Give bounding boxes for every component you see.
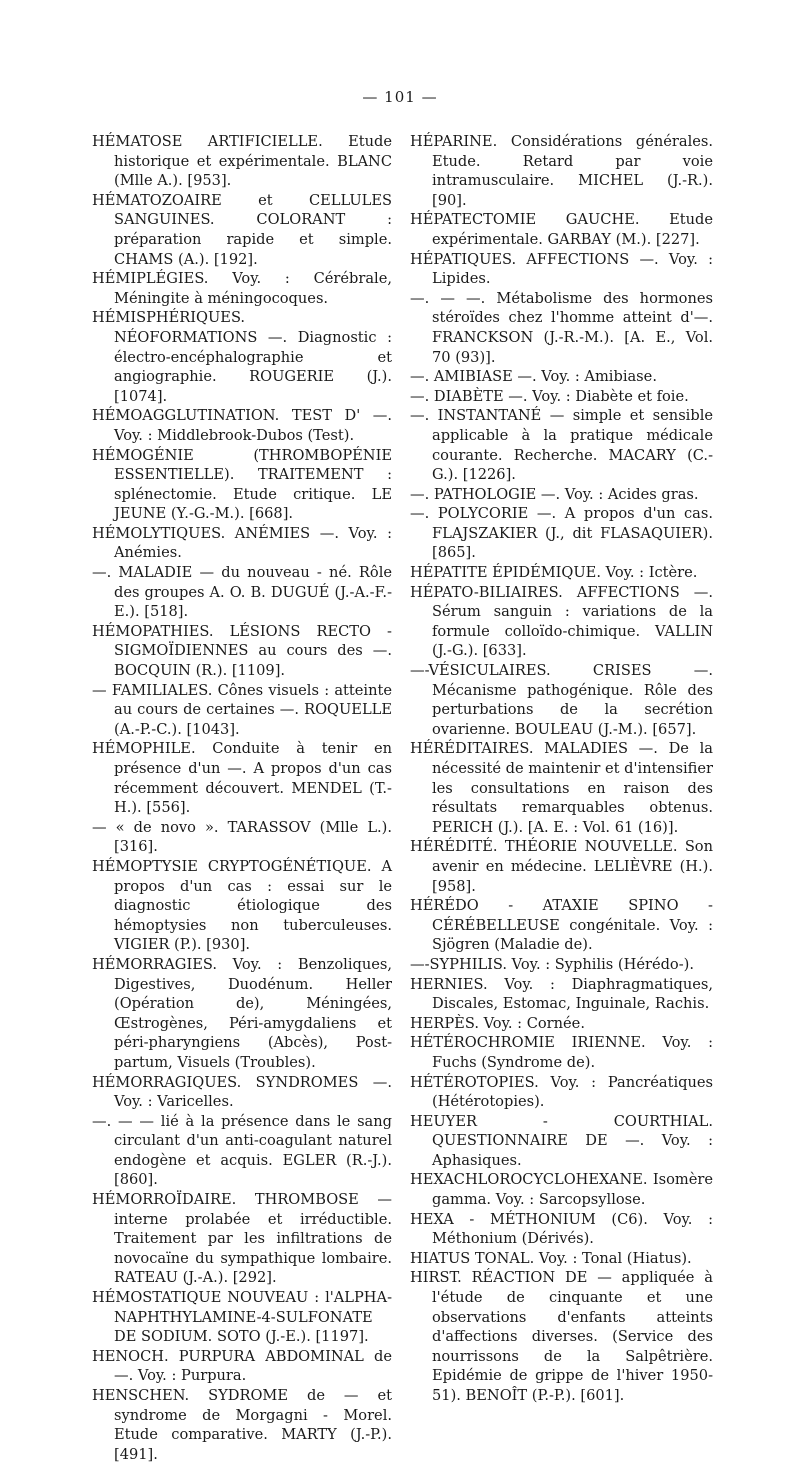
index-entry: HÉPATIQUES. AFFECTIONS —. Voy. : Lipides. — [410, 250, 713, 288]
index-entry: — « de novo ». TARASSOV (Mlle L.). [316]. — [92, 818, 392, 856]
index-entry: —. — —. Métabolisme des hormones stéroïdes chez l'homme atteint d'—. FRANCKSON (J.-R.-M.). [A. E., Vol. 70 (93)]. — [410, 289, 713, 366]
index-entry: HÉPARINE. Considérations générales. Etude. Retard par voie intramusculaire. MICHEL (J.-R.). [90]. — [410, 133, 713, 209]
index-column-right — [410, 132, 713, 1406]
index-entry: HÉRÉDO - ATAXIE SPINO - CÉRÉBELLEUSE congénitale. Voy. : Sjögren (Maladie de). — [410, 897, 713, 954]
index-entry: HÉMOPHILE. Conduite à tenir en présence d'un —. A propos d'un cas récemment découvert. MENDEL (T.-H.). [556]. — [92, 740, 392, 817]
index-entry: —-VÉSICULAIRES. CRISES —. Mécanisme pathogénique. Rôle des perturbations de la secrétion ovarienne. BOULEAU (J.-M.). [657]. — [410, 662, 713, 738]
index-entry: HÉPATITE ÉPIDÉMIQUE. Voy. : Ictère. — [410, 564, 698, 582]
index-entry: HÉMOGÉNIE (THROMBOPÉNIE ESSENTIELLE). TRAITEMENT : splénectomie. Etude critique. LE JEUNE (Y.-G.-M.). [668]. — [92, 446, 392, 523]
index-entry: HÉMOAGGLUTINATION. TEST D' —. Voy. : Middlebrook-Dubos (Test). — [92, 407, 392, 444]
index-entry: HIRST. RÉACTION DE — appliquée à l'étude de cinquante et une observations d'enfants atteints d'affections diverses. (Service des nourrissons de la Salpêtrière. Epidémie de grippe de l'hiver 1950-51). BENOÎT (P.-P.). [601]. — [410, 1269, 713, 1404]
index-entry: HÉMORRAGIQUES. SYNDROMES —. Voy. : Varicelles. — [92, 1073, 392, 1111]
index-entry: HIATUS TONAL. Voy. : Tonal (Hiatus). — [410, 1249, 692, 1267]
index-entry: —-SYPHILIS. Voy. : Syphilis (Hérédo-). — [410, 955, 694, 973]
index-entry: —. POLYCORIE —. A propos d'un cas. FLAJSZAKIER (J., dit FLASAQUIER). [865]. — [410, 505, 713, 562]
index-entry: HÉMORROÏDAIRE. THROMBOSE — interne prolabée et irréductible. Traitement par les infiltrations de novocaïne du sympathique lombaire. RATEAU (J.-A.). [292]. — [92, 1191, 392, 1287]
index-entry: HÉTÉROTOPIES. Voy. : Pancréatiques (Hétérotopies). — [410, 1073, 713, 1111]
index-entry: HÉPATO-BILIAIRES. AFFECTIONS —. Sérum sanguin : variations de la formule colloïdo-chimique. VALLIN (J.-G.). [633]. — [410, 583, 713, 660]
index-entry: HEUYER - COURTHIAL. QUESTIONNAIRE DE —. Voy. : Aphasiques. — [410, 1112, 713, 1169]
index-entry: —. INSTANTANÉ — simple et sensible applicable à la pratique médicale courante. Recherche. MACARY (C.-G.). [1226]. — [410, 407, 713, 484]
index-entry: HÉTÉROCHROMIE IRIENNE. Voy. : Fuchs (Syndrome de). — [410, 1034, 713, 1071]
index-entry: —. AMIBIASE —. Voy. : Amibiase. — [410, 368, 657, 386]
index-entry: HÉMATOZOAIRE et CELLULES SANGUINES. COLORANT : préparation rapide et simple. CHAMS (A.). [192]. — [92, 191, 392, 268]
index-entry: —. PATHOLOGIE —. Voy. : Acides gras. — [410, 485, 699, 503]
index-entry: HÉMOPTYSIE CRYPTOGÉNÉTIQUE. A propos d'un cas : essai sur le diagnostic étiologique des hémoptysies non tuberculeuses. VIGIER (P.). [930]. — [92, 857, 392, 954]
index-entry: HÉMOSTATIQUE NOUVEAU : l'ALPHA-NAPHTHYLAMINE-4-SULFONATE DE SODIUM. SOTO (J.-E.). [1197]. — [92, 1289, 392, 1346]
index-entry: HÉMOLYTIQUES. ANÉMIES —. Voy. : Anémies. — [92, 524, 392, 562]
index-entry: —. — — lié à la présence dans le sang circulant d'un anti-coagulant naturel endogène et acquis. EGLER (R.-J.). [860]. — [92, 1112, 392, 1189]
index-column-left — [92, 132, 392, 1464]
index-entry: — FAMILIALES. Cônes visuels : atteinte au cours de certaines —. ROQUELLE (A.-P.-C.). [1043]. — [92, 681, 392, 738]
page-number: — 101 — — [362, 88, 438, 106]
index-entry: HÉMORRAGIES. Voy. : Benzoliques, Digestives, Duodénum. Heller (Opération de), Méningées, Œstrogènes, Péri-amygdaliens et péri-pharyngiens (Abcès), Post-partum, Visuels (Troubles). — [92, 955, 392, 1071]
index-entry: HEXACHLOROCYCLOHEXANE. Isomère gamma. Voy. : Sarcopsyllose. — [410, 1171, 713, 1209]
index-entry: HERNIES. Voy. : Diaphragmatiques, Discales, Estomac, Inguinale, Rachis. — [410, 975, 713, 1013]
index-entry: HÉMIPLÉGIES. Voy. : Cérébrale, Méningite à méningocoques. — [92, 270, 392, 307]
index-entry: HÉMISPHÉRIQUES. NÉOFORMATIONS —. Diagnostic : électro-encéphalographie et angiographie. ROUGERIE (J.). [1074]. — [92, 309, 392, 405]
index-entry: HÉRÉDITAIRES. MALADIES —. De la nécessité de maintenir et d'intensifier les consultations en raison des résultats remarquables obtenus. PERICH (J.). [A. E. : Vol. 61 (16)]. — [410, 740, 714, 836]
index-entry: HÉMOPATHIES. LÉSIONS RECTO - SIGMOÏDIENNES au cours des —. BOCQUIN (R.). [1109]. — [92, 622, 392, 680]
index-entry: HÉMATOSE ARTIFICIELLE. Etude historique et expérimentale. BLANC (Mlle A.). [953]. — [92, 133, 392, 190]
index-entry: HÉRÉDITÉ. THÉORIE NOUVELLE. Son avenir en médecine. LELIÈVRE (H.). [958]. — [410, 838, 713, 895]
index-entry: HENOCH. PURPURA ABDOMINAL de —. Voy. : Purpura. — [92, 1347, 392, 1385]
index-entry: HENSCHEN. SYDROME de — et syndrome de Morgagni - Morel. Etude comparative. MARTY (J.-P.). [491]. — [92, 1387, 392, 1463]
index-entry: HÉPATECTOMIE GAUCHE. Etude expérimentale. GARBAY (M.). [227]. — [410, 211, 713, 248]
index-entry: HERPÈS. Voy. : Cornée. — [410, 1014, 585, 1032]
index-entry: —. MALADIE — du nouveau - né. Rôle des groupes A. O. B. DUGUÉ (J.-A.-F.-E.). [518]. — [92, 564, 392, 621]
index-entry: —. DIABÈTE —. Voy. : Diabète et foie. — [410, 387, 689, 405]
index-entry: HEXA - MÉTHONIUM (C6). Voy. : Méthonium (Dérivés). — [410, 1210, 713, 1248]
